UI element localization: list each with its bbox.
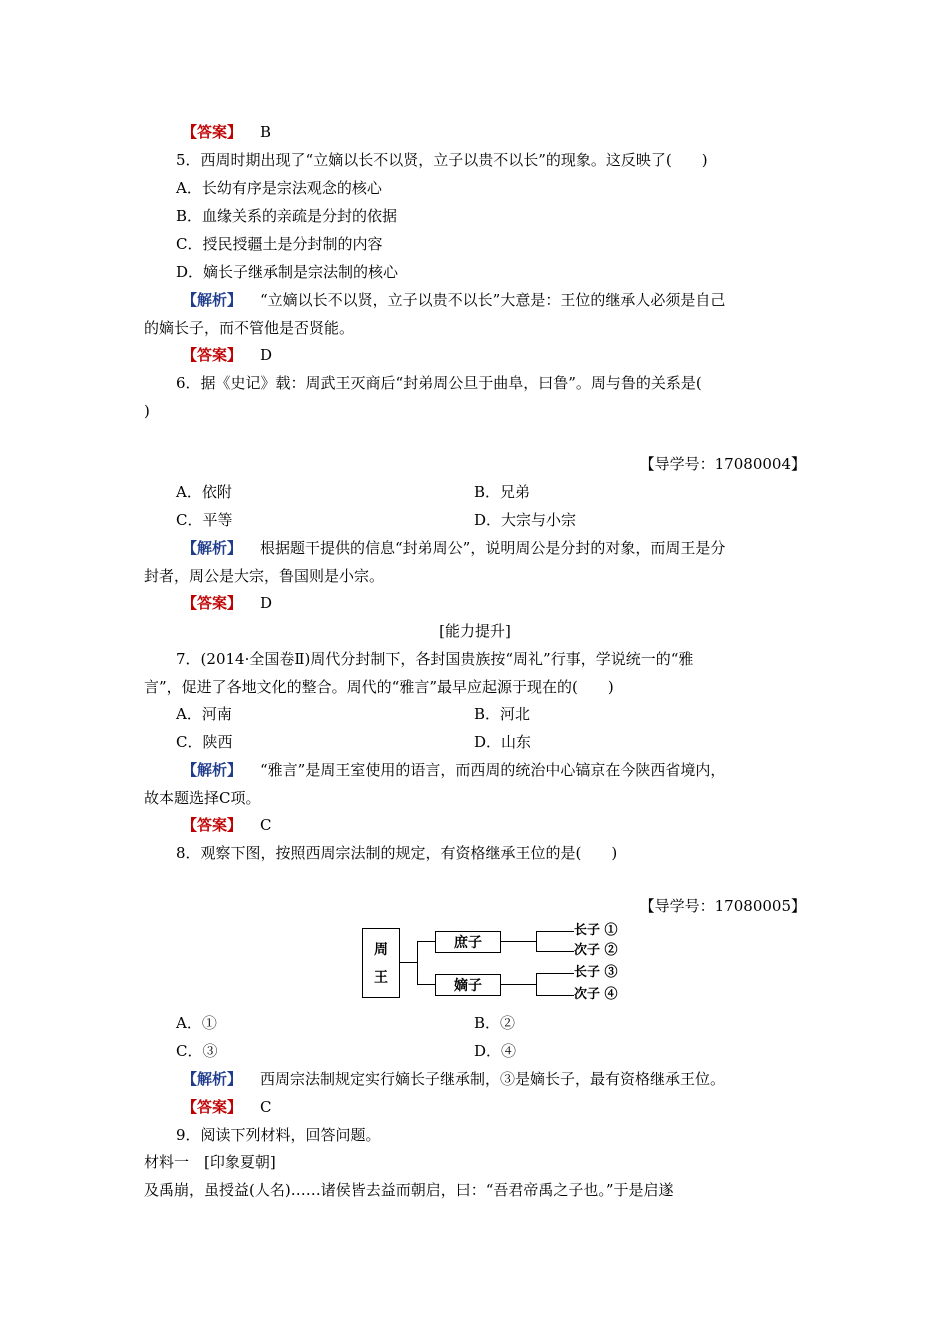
diagram-connector [536,995,574,996]
diagram-legitimate-son-box: 嫡子 [435,974,501,996]
q8-option-c: C．③ [176,1042,218,1060]
q6-analysis-line2: 封者，周公是大宗，鲁国则是小宗。 [144,567,385,585]
analysis-tag: 【解析】 [182,1070,243,1088]
diagram-concubine-son-box: 庶子 [435,931,501,953]
q7-option-b: B．河北 [474,705,531,723]
q6-stem-line1: 6．据《史记》载：周武王灭商后“封弟周公旦于曲阜，曰鲁”。周与鲁的关系是( [176,374,702,392]
q9-material-text: 及禹崩，虽授益(人名)……诸侯皆去益而朝启，曰：“吾君帝禹之子也。”于是启遂 [144,1181,674,1199]
analysis-tag: 【解析】 [182,539,243,557]
q5-analysis-line1 [182,290,725,310]
diagram-leaf-4: 次子 ④ [574,987,618,1002]
q4-answer-line [182,122,271,142]
q7-analysis-line2: 故本题选择C项。 [144,789,261,807]
q5-answer-line [182,345,272,365]
q7-answer-line [182,815,272,835]
q8-analysis-line [182,1069,725,1089]
q9-material-title: 材料一 [印象夏朝] [144,1153,276,1171]
q5-option-d: D．嫡长子继承制是宗法制的核心 [176,263,399,281]
q8-option-b: B．② [474,1014,516,1032]
answer-tag: 【答案】 [182,816,243,834]
q6-answer-line [182,593,272,613]
q8-option-d: D．④ [474,1042,517,1060]
diagram-leaf-2: 次子 ② [574,943,618,958]
diagram-connector [399,962,417,963]
q5-option-c: C．授民授疆土是分封制的内容 [176,235,383,253]
diagram-connector [536,931,537,951]
answer-tag: 【答案】 [182,1098,243,1116]
q7-option-c: C．陕西 [176,733,233,751]
diagram-connector [536,973,574,974]
q6-option-a: A．依附 [176,483,232,501]
q7-answer: C [260,816,272,834]
q9-stem: 9．阅读下列材料，回答问题。 [176,1126,381,1144]
q6-guide-number: 【导学号：17080004】 [639,455,806,473]
q8-guide-number: 【导学号：17080005】 [639,897,806,915]
q5-stem: 5．西周时期出现了“立嫡以长不以贤，立子以贵不以长”的现象。这反映了( ) [176,151,708,169]
q5-option-a: A．长幼有序是宗法观念的核心 [176,179,382,197]
q8-answer-line [182,1097,272,1117]
section-header: [能力提升] [439,622,511,640]
q7-analysis-text1: “雅言”是周王室使用的语言，而西周的统治中心镐京在今陕西省境内， [260,761,726,779]
diagram-connector [417,941,418,984]
q6-answer: D [260,594,273,612]
diagram-connector [501,941,536,942]
q7-stem-line1: 7．(2014·全国卷Ⅱ)周代分封制下，各封国贵族按“周礼”行事，学说统一的“雅 [176,650,694,668]
diagram-connector [536,931,574,932]
q5-analysis-text1: “立嫡以长不以贤，立子以贵不以长”大意是：王位的继承人必须是自己 [260,291,726,309]
q7-stem-line2: 言”，促进了各地文化的整合。周代的“雅言”最早应起源于现在的( ) [144,678,614,696]
q5-answer: D [260,346,273,364]
answer-tag: 【答案】 [182,346,243,364]
q6-stem-line2: ) [144,402,150,420]
lineage-diagram [362,923,632,1002]
diagram-leaf-1: 长子 ① [574,923,618,938]
diagram-king-box [362,928,400,998]
q5-analysis-line2: 的嫡长子，而不管他是否贤能。 [144,319,355,337]
diagram-king-char2: 王 [374,970,388,986]
q7-option-a: A．河南 [176,705,232,723]
q6-option-c: C．平等 [176,511,233,529]
diagram-connector [417,984,435,985]
diagram-leaf-3: 长子 ③ [574,965,618,980]
diagram-connector [501,984,536,985]
q7-option-d: D．山东 [474,733,532,751]
q6-analysis-text1: 根据题干提供的信息“封弟周公”，说明周公是分封的对象，而周王是分 [260,539,726,557]
q6-option-b: B．兄弟 [474,483,531,501]
q6-option-d: D．大宗与小宗 [474,511,577,529]
q7-analysis-line1 [182,760,725,780]
answer-tag: 【答案】 [182,123,243,141]
q6-analysis-line1 [182,538,725,558]
diagram-king-char1: 周 [374,942,388,958]
diagram-connector [536,973,537,995]
q8-option-a: A．① [176,1014,217,1032]
q8-stem: 8．观察下图，按照西周宗法制的规定，有资格继承王位的是( ) [176,844,618,862]
analysis-tag: 【解析】 [182,761,243,779]
q4-answer: B [260,123,272,141]
q8-analysis-text: 西周宗法制规定实行嫡长子继承制，③是嫡长子，最有资格继承王位。 [260,1070,726,1088]
analysis-tag: 【解析】 [182,291,243,309]
diagram-connector [417,941,435,942]
q5-option-b: B．血缘关系的亲疏是分封的依据 [176,207,398,225]
answer-tag: 【答案】 [182,594,243,612]
q8-answer: C [260,1098,272,1116]
diagram-connector [536,951,574,952]
